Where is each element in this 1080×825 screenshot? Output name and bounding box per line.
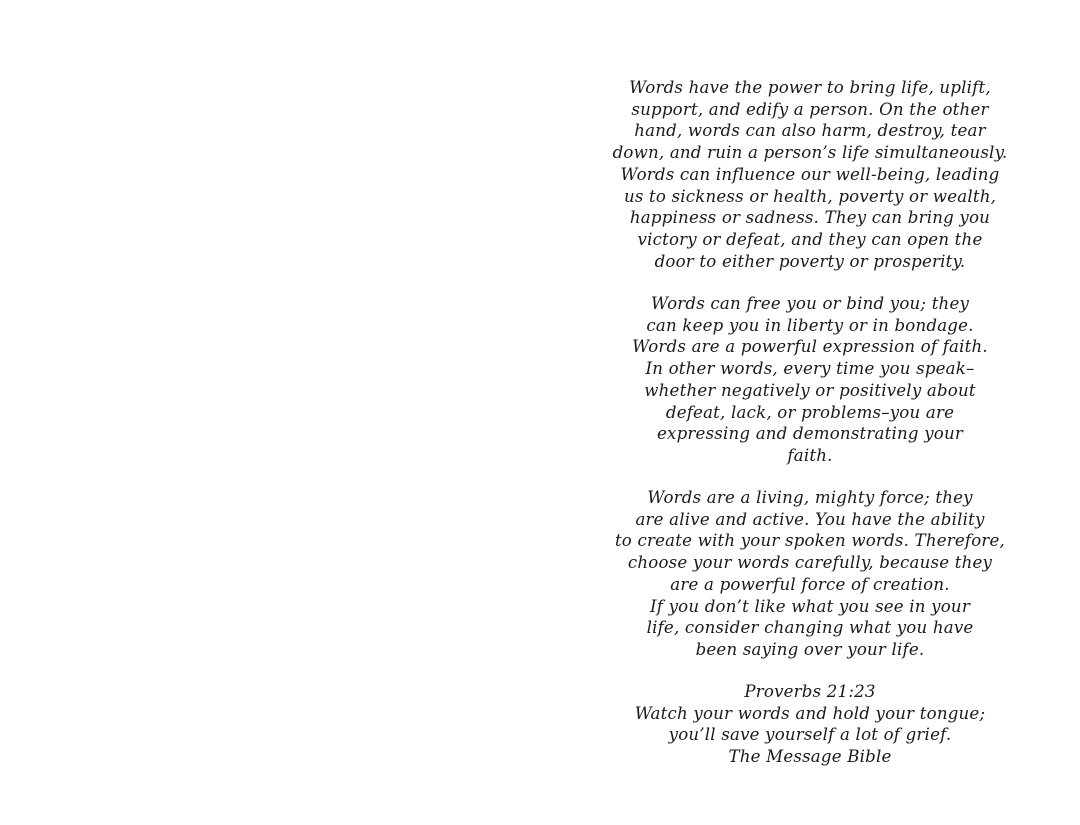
paragraph-words-and-faith <box>598 293 1022 467</box>
text-line: been saying over your life. <box>695 639 925 659</box>
text-line: door to either poverty or prosperity. <box>654 251 966 271</box>
text-line: whether negatively or positively about <box>644 380 976 400</box>
text-line: are alive and active. You have the ability <box>635 509 985 529</box>
text-line: are a powerful force of creation. <box>670 574 950 594</box>
paragraph-power-of-words <box>598 77 1022 272</box>
text-line: victory or defeat, and they can open the <box>637 229 983 249</box>
scripture-quote <box>598 681 1022 768</box>
paragraph-living-force <box>598 487 1022 661</box>
quote-text-line: Watch your words and hold your tongue; <box>634 703 986 723</box>
text-line: If you don’t like what you see in your <box>650 596 970 616</box>
text-line: hand, words can also harm, destroy, tear <box>634 121 986 141</box>
text-line: happiness or sadness. They can bring you <box>629 208 991 228</box>
text-line: choose your words carefully, because they <box>627 553 993 573</box>
text-line: support, and edify a person. On the other <box>631 99 989 119</box>
text-line: Words have the power to bring life, uplift, <box>629 78 991 97</box>
text-line: expressing and demonstrating your <box>657 424 963 444</box>
text-line: In other words, every time you speak– <box>645 359 975 379</box>
quote-reference: Proverbs 21:23 <box>744 682 876 701</box>
text-line: down, and ruin a person’s life simultaneously. <box>612 143 1008 163</box>
text-line: Words can influence our well-being, leading <box>620 164 1000 184</box>
text-line: life, consider changing what you have <box>646 618 974 638</box>
quote-text-line: you’ll save yourself a lot of grief. <box>668 725 952 745</box>
text-line: defeat, lack, or problems–you are <box>665 402 955 422</box>
text-line: Words are a living, mighty force; they <box>647 488 973 507</box>
text-line: to create with your spoken words. Therefore, <box>614 531 1006 551</box>
text-line: us to sickness or health, poverty or wealth, <box>623 186 997 206</box>
right-page <box>540 0 1080 825</box>
text-line: Words are a powerful expression of faith. <box>632 337 988 357</box>
text-line: can keep you in liberty or in bondage. <box>646 315 974 335</box>
text-line: faith. <box>787 445 833 465</box>
text-line: Words can free you or bind you; they <box>650 294 970 313</box>
quote-source: The Message Bible <box>728 747 892 767</box>
